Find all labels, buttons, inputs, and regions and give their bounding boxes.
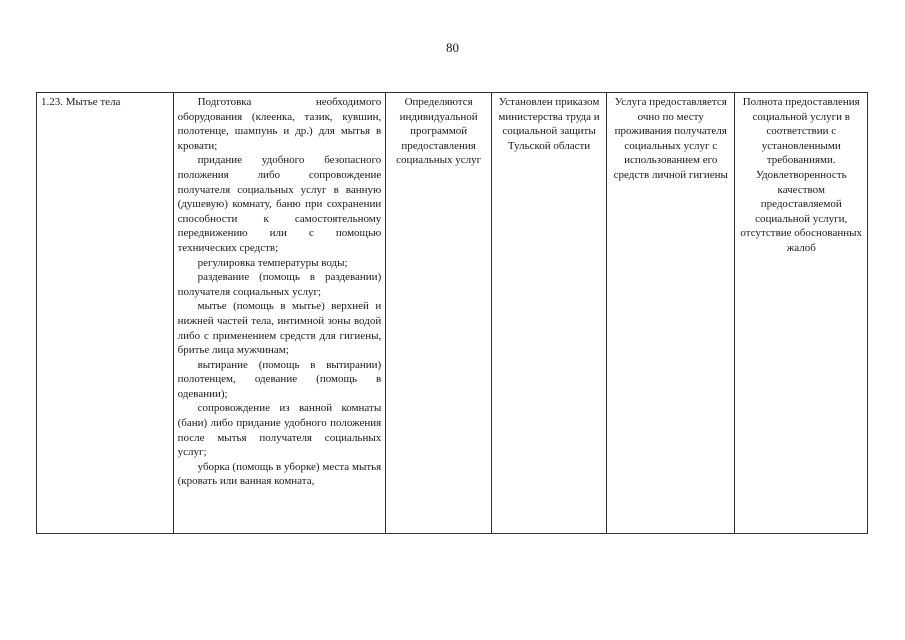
cost-cell bbox=[492, 93, 607, 534]
description-item: раздевание (помощь в раздевании) получателя социальных услуг; bbox=[177, 271, 382, 298]
table-row bbox=[37, 93, 868, 534]
service-name-cell bbox=[37, 93, 174, 534]
service-volume: Определяются индивидуальной программой предоставления социальных услуг bbox=[396, 96, 482, 167]
description-item: уборка (помощь в уборке) места мытья (кровать или ванная комната, bbox=[177, 460, 382, 488]
services-table bbox=[36, 92, 868, 534]
description-item: регулировка температуры воды; bbox=[197, 256, 348, 269]
volume-cell bbox=[386, 93, 492, 534]
service-name: 1.23. Мытье тела bbox=[41, 96, 121, 108]
service-conditions: Услуга предоставляется очно по месту проживания получателя социальных услуг с использованием его средств личной гигиены bbox=[613, 96, 728, 181]
description-item: вытирание (помощь в вытирании) полотенцем, одевание (помощь в одевании); bbox=[177, 358, 382, 400]
service-quality: Полнота предоставления социальной услуги в соответствии с установленными требованиями. Удовлетворенность качеством предоставляемой социальной услуги, отсутствие обоснованных жалоб bbox=[740, 96, 863, 254]
description-item: придание удобного безопасного положения либо сопровождение получателя социальных услуг в ванную (душевую) комнату, баню при сохранении способности к самостоятельному передвижению или с помощью технических средств; bbox=[177, 154, 382, 254]
service-description-cell bbox=[173, 93, 386, 534]
quality-cell bbox=[735, 93, 868, 534]
description-item: сопровождение из ванной комнаты (бани) либо придание удобного положения после мытья получателя социальных услуг; bbox=[177, 402, 382, 459]
conditions-cell bbox=[607, 93, 735, 534]
page-number: 80 bbox=[446, 40, 459, 55]
description-item: Подготовка необходимого оборудования (клеенка, тазик, кувшин, полотенце, шампунь и др.) для мытья в кровати; bbox=[177, 96, 382, 152]
service-cost: Установлен приказом министерства труда и социальной защиты Тульской области bbox=[498, 96, 600, 152]
description-item: мытье (помощь в мытье) верхней и нижней частей тела, интимной зоны водой либо с применением средств для гигиены, бритье лица мужчинам; bbox=[177, 300, 382, 357]
